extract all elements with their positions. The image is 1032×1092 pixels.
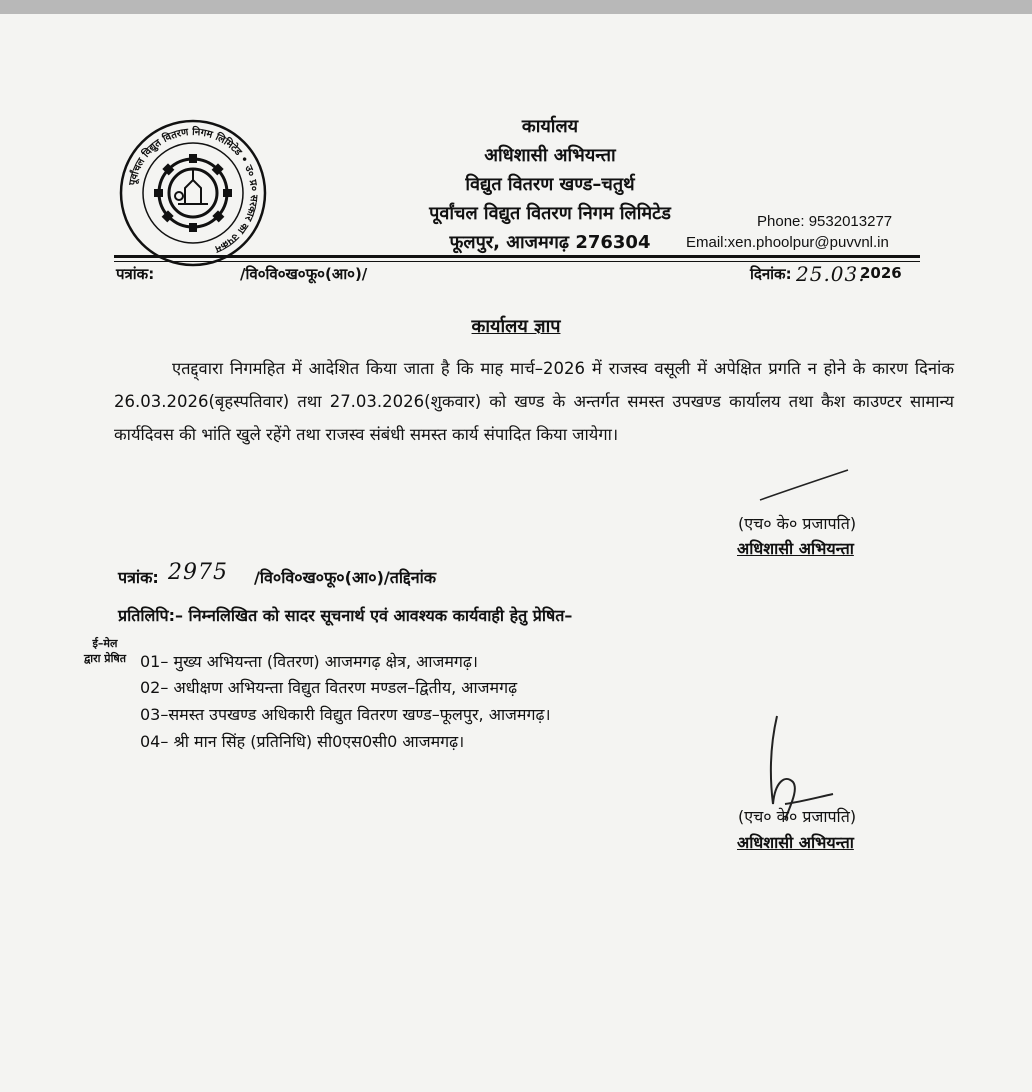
header-office: कार्यालय — [521, 116, 579, 137]
signature2-name: (एच० के० प्रजापति) — [738, 807, 857, 826]
header-division: विद्युत वितरण खण्ड–चतुर्थ — [465, 174, 635, 195]
header-company: पूर्वांचल विद्युत वितरण निगम लिमिटेड — [429, 203, 671, 224]
header-address: फूलपुर, आजमगढ़ 276304 — [449, 232, 651, 253]
window-top-bar — [0, 0, 1032, 14]
signature1-name: (एच० के० प्रजापति) — [738, 514, 857, 533]
contact-phone: Phone: 9532013277 — [757, 213, 893, 230]
svg-text:पूर्वांचल विद्युत वितरण निगम ल — [126, 125, 259, 255]
signature1-designation: अधिशासी अभियन्ता — [737, 539, 854, 558]
copy-pratilipi: प्रतिलिपि:– निम्नलिखित को सादर सूचनार्थ एवं आवश्यक कार्यवाही हेतु प्रेषित– — [118, 606, 573, 625]
email-note-line2: द्वारा प्रेषित — [83, 652, 127, 665]
ref-date-label: दिनांक: — [750, 265, 792, 283]
office-header — [380, 112, 720, 257]
copy-patrank-label: पत्रांक: — [118, 568, 159, 587]
memo-title — [0, 314, 1032, 338]
ref-date-handwritten: 25.03. — [796, 262, 866, 286]
copy-item-2: 02– अधीक्षण अभियन्ता विद्युत वितरण मण्डल–द्वितीय, आजमगढ़ — [140, 678, 518, 697]
memo-body-paragraph: एतद्द्वारा निगमहित में आदेशित किया जाता है कि माह मार्च–2026 में राजस्व वसूली में अपेक्षित प्रगति न होने के कारण दिनांक 26.03.2026(बृहस्पतिवार) तथा 27.03.2026(शुकवार) को खण्ड के अन्तर्गत समस्त उपखण्ड कार्यालय तथा कैश काउण्टर सामान्य कार्यदिवस की भांति खुले रहेंगे तथा राजस्व संबंधी समस्त कार्य संपादित किया जायेगा। — [114, 359, 954, 444]
memo-body — [114, 352, 954, 451]
signature-stroke-1 — [758, 468, 850, 504]
memo-title-text: कार्यालय ज्ञाप — [471, 316, 561, 337]
ref-patrank-value: /वि०वि०ख०फू०(आ०)/ — [240, 265, 368, 283]
header-designation: अधिशासी अभियन्ता — [484, 145, 616, 166]
email-note — [70, 636, 140, 666]
copy-patrank-number: 2975 — [168, 560, 228, 585]
company-seal-icon — [118, 118, 268, 268]
copy-item-3: 03–समस्त उपखण्ड अधिकारी विद्युत वितरण खण्ड–फूलपुर, आजमगढ़। — [140, 705, 551, 724]
ref-date-year: 2026 — [860, 264, 902, 282]
header-divider — [114, 255, 920, 258]
seal-ring-text: पूर्वांचल विद्युत वितरण निगम लिमिटेड • उ० प्र० सरकार का उपक्रम — [127, 126, 260, 255]
ref-patrank-label: पत्रांक: — [116, 265, 155, 283]
copy-item-4: 04– श्री मान सिंह (प्रतिनिधि) सी0एस0सी0 आजमगढ़। — [140, 732, 465, 751]
copy-item-1: 01– मुख्य अभियन्ता (वितरण) आजमगढ़ क्षेत्र, आजमगढ़। — [140, 652, 478, 671]
contact-email: Email:xen.phoolpur@puvvnl.in — [686, 234, 889, 251]
email-note-line1: ई–मेल — [92, 637, 118, 650]
copy-patrank-suffix: /वि०वि०ख०फू०(आ०)/तद्दिनांक — [254, 568, 437, 587]
signature2-designation: अधिशासी अभियन्ता — [737, 833, 854, 852]
